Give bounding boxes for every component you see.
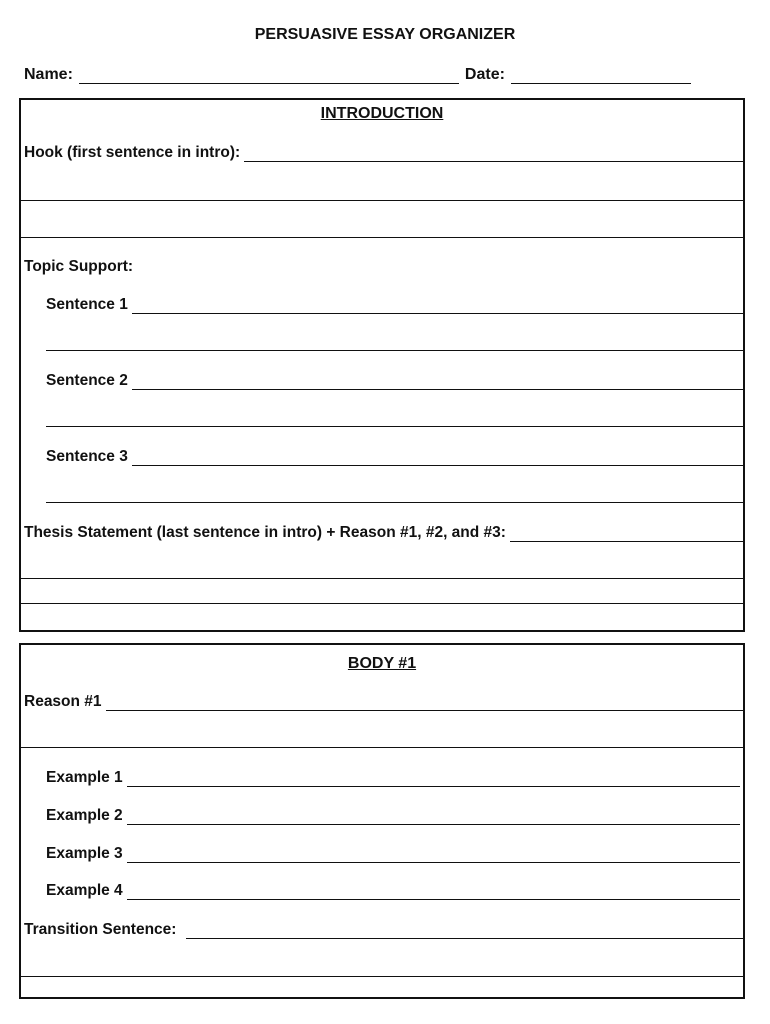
hook-label: Hook (first sentence in intro): (24, 144, 241, 161)
name-date-row (24, 66, 744, 84)
thesis-row (24, 524, 743, 542)
example-2-row (46, 807, 740, 825)
body1-heading: BODY #1 (347, 655, 417, 672)
sentence-3-line-2[interactable] (46, 502, 743, 503)
hook-row (24, 144, 743, 162)
hook-line-3[interactable] (21, 237, 743, 238)
transition-label: Transition Sentence: (24, 921, 177, 938)
introduction-heading: INTRODUCTION (320, 105, 444, 122)
page-title: PERSUASIVE ESSAY ORGANIZER (254, 26, 516, 43)
example-3-row (46, 845, 740, 863)
date-field[interactable] (511, 67, 691, 84)
example-1-label: Example 1 (46, 769, 123, 786)
example-1-row (46, 769, 740, 787)
introduction-section (19, 98, 745, 632)
sentence-2-label: Sentence 2 (46, 372, 128, 389)
hook-line-2[interactable] (21, 200, 743, 201)
sentence-1-line-2[interactable] (46, 350, 743, 351)
name-label: Name: (24, 66, 73, 83)
thesis-field[interactable] (510, 527, 743, 542)
example-4-row (46, 882, 740, 900)
reason-1-row (24, 693, 743, 711)
sentence-1-field[interactable] (132, 299, 743, 314)
sentence-1-label: Sentence 1 (46, 296, 128, 313)
body1-section (19, 643, 745, 999)
thesis-line-2[interactable] (21, 578, 743, 579)
sentence-2-line-2[interactable] (46, 426, 743, 427)
thesis-line-3[interactable] (21, 603, 743, 604)
topic-support-row (24, 258, 743, 276)
reason-1-field[interactable] (106, 696, 743, 711)
example-4-field[interactable] (127, 885, 740, 900)
reason-1-label: Reason #1 (24, 693, 102, 710)
sentence-3-field[interactable] (132, 451, 743, 466)
sentence-1-row (46, 296, 743, 314)
hook-field[interactable] (244, 147, 743, 162)
example-2-label: Example 2 (46, 807, 123, 824)
example-4-label: Example 4 (46, 882, 123, 899)
transition-row (24, 921, 743, 939)
sentence-2-row (46, 372, 743, 390)
sentence-3-label: Sentence 3 (46, 448, 128, 465)
name-field[interactable] (79, 67, 459, 84)
sentence-3-row (46, 448, 743, 466)
thesis-label: Thesis Statement (last sentence in intro) + Reason #1, #2, and #3: (24, 524, 506, 541)
transition-field[interactable] (186, 924, 743, 939)
example-1-field[interactable] (127, 772, 740, 787)
topic-support-label: Topic Support: (24, 258, 134, 275)
reason-1-line-2[interactable] (21, 747, 743, 748)
example-3-label: Example 3 (46, 845, 123, 862)
example-3-field[interactable] (127, 848, 740, 863)
date-label: Date: (464, 66, 505, 83)
sentence-2-field[interactable] (132, 375, 743, 390)
example-2-field[interactable] (127, 810, 740, 825)
transition-line-2[interactable] (21, 976, 743, 977)
